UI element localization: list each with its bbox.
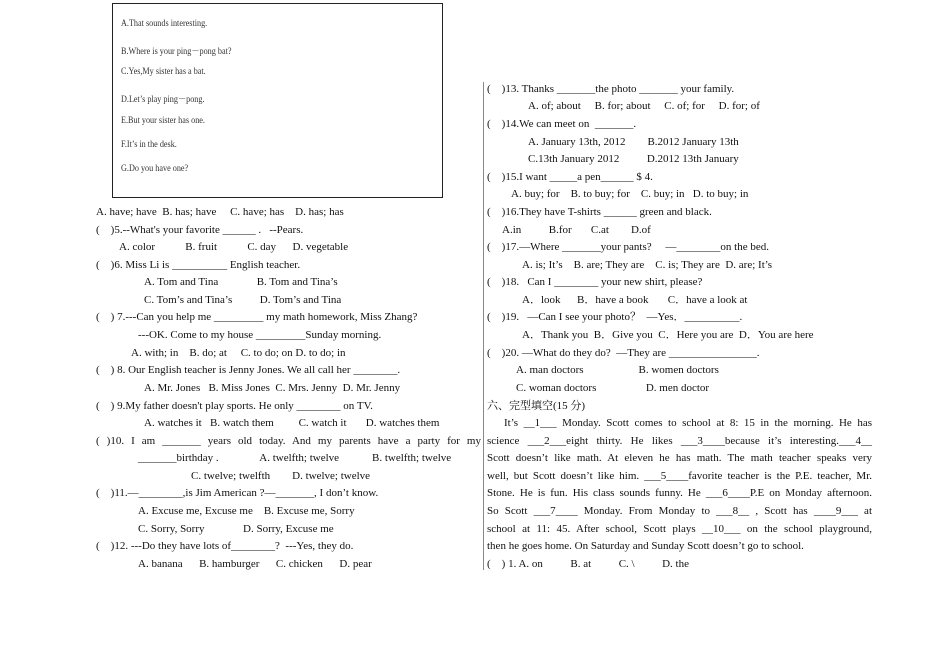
box-option: E.But your sister has one. xyxy=(121,116,205,126)
question-line: well, but Scott doesn’t like him. ___5____favorite teacher is the P.E. teacher, Mr. xyxy=(487,470,872,482)
question-line: A. banana B. hamburger C. chicken D. pear xyxy=(138,558,372,570)
question-line: ---OK. Come to my house _________Sunday morning. xyxy=(138,329,382,341)
question-line: ( )18. Can I ________ your new shirt, please? xyxy=(487,276,703,288)
box-option: G.Do you have one? xyxy=(121,164,189,174)
question-line: A. man doctors B. women doctors xyxy=(516,364,719,376)
question-line: A. Excuse me, Excuse me B. Excuse me, Sorry xyxy=(138,505,355,517)
question-line: ( ) 8. Our English teacher is Jenny Jones. We all call her ________. xyxy=(96,364,401,376)
question-line: A. with; in B. do; at C. to do; on D. to do; in xyxy=(131,347,346,359)
box-option: C.Yes,My sister has a bat. xyxy=(121,67,206,77)
question-line: So Scott ___7____ Monday. From Monday to ___8__ , Scott has ____9___ at xyxy=(487,505,872,517)
question-line: ( )13. Thanks _______the photo _______ your family. xyxy=(487,83,735,95)
section-heading: 六、完型填空(15 分) xyxy=(487,400,586,412)
question-line: A. Tom and Tina B. Tom and Tina’s xyxy=(144,276,338,288)
box-option: F.It’s in the desk. xyxy=(121,140,177,150)
question-line: ( )6. Miss Li is __________ English teacher. xyxy=(96,259,301,271)
question-line: ( )11.—________,is Jim American ?—_______, I don’t know. xyxy=(96,487,379,499)
question-line: then he goes home. On Saturday and Sunday Scott doesn’t go to school. xyxy=(487,540,804,552)
question-line: A. of; about B. for; about C. of; for D. for; of xyxy=(528,100,760,112)
question-line: ( )17.—Where _______your pants? —________on the bed. xyxy=(487,241,769,253)
question-line: C.13th January 2012 D.2012 13th January xyxy=(528,153,739,165)
question-line: A．Thank you B．Give you C．Here you are D．You are here xyxy=(522,329,814,341)
question-line: ( ) 7.---Can you help me _________ my math homework, Miss Zhang? xyxy=(96,311,418,323)
question-line: Scott doesn’t like math. At eleven he has math. The math teacher speaks very xyxy=(487,452,872,464)
question-line: A. Mr. Jones B. Miss Jones C. Mrs. Jenny D. Mr. Jenny xyxy=(144,382,401,394)
box-option: A.That sounds interesting. xyxy=(121,19,208,29)
question-line: A. buy; for B. to buy; for C. buy; in D. to buy; in xyxy=(511,188,749,200)
question-line: C. twelve; twelfth D. twelve; twelve xyxy=(191,470,371,482)
question-line: ( )12. ---Do they have lots of________? ---Yes, they do. xyxy=(96,540,354,552)
question-line: C. Sorry, Sorry D. Sorry, Excuse me xyxy=(138,523,334,535)
question-line: ( ) 9.My father doesn't play sports. He only ________ on TV. xyxy=(96,400,373,412)
box-option: B.Where is your ping－pong bat? xyxy=(121,47,232,57)
question-line: A. color B. fruit C. day D. vegetable xyxy=(119,241,349,253)
question-line: It’s __1___ Monday. Scott comes to school at 8: 15 in the morning. He has xyxy=(504,417,872,429)
question-line: A. is; It’s B. are; They are C. is; They are D. are; It’s xyxy=(522,259,773,271)
question-line: school at 11: 45. After school, Scott plays __10___ on the school playground, xyxy=(487,523,872,535)
question-line: ( ) 1. A. on B. at C. \ D. the xyxy=(487,558,689,570)
question-line: ( )20. —What do they do? —They are ________________. xyxy=(487,347,760,359)
question-line: ( )5.--What's your favorite ______ . --Pears. xyxy=(96,224,304,236)
question-line: A. watches it B. watch them C. watch it D. watches them xyxy=(144,417,440,429)
box-option: D.Let’s play ping－pong. xyxy=(121,95,205,105)
question-line: A．look B．have a book C．have a look at xyxy=(522,294,748,306)
question-line: ( )10. I am _______ years old today. And my parents have a party for my xyxy=(96,435,481,447)
question-line: _______birthday . A. twelfth; twelve B. twelfth; twelve xyxy=(138,452,452,464)
question-line: C. Tom’s and Tina’s D. Tom’s and Tina xyxy=(144,294,342,306)
question-line: A.in B.for C.at D.of xyxy=(502,224,651,236)
question-line: A. have; have B. has; have C. have; has D. has; has xyxy=(96,206,344,218)
question-line: C. woman doctors D. men doctor xyxy=(516,382,710,394)
question-line: science ___2___eight thirty. He likes ___3____because it’s interesting.___4__ xyxy=(487,435,872,447)
question-line: ( )15.I want _____a pen______ $ 4. xyxy=(487,171,653,183)
question-line: ( )14.We can meet on _______. xyxy=(487,118,637,130)
question-line: A. January 13th, 2012 B.2012 January 13th xyxy=(528,136,739,148)
question-line: ( )19. —Can I see your photo？ —Yes．__________. xyxy=(487,311,743,323)
dialogue-options-box xyxy=(112,3,443,198)
column-divider xyxy=(483,82,484,570)
question-line: Stone. He is fun. His class sounds funny. He ___6____P.E on Monday afternoon. xyxy=(487,487,872,499)
question-line: ( )16.They have T-shirts ______ green and black. xyxy=(487,206,712,218)
